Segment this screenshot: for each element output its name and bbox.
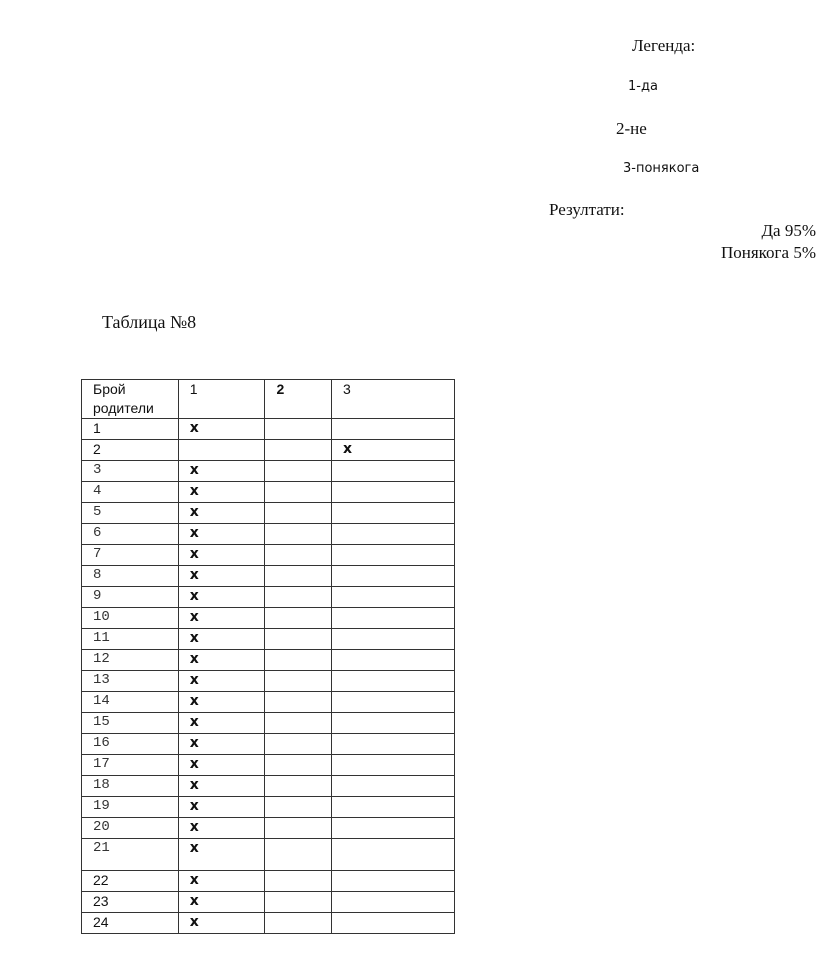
row-number-cell: 3	[82, 461, 179, 482]
survey-table	[81, 379, 455, 934]
answer-cell	[331, 629, 454, 650]
answer-cell: x	[178, 482, 265, 503]
row-number-cell: 8	[82, 566, 179, 587]
answer-cell: x	[178, 461, 265, 482]
answer-cell	[331, 713, 454, 734]
answer-cell	[331, 503, 454, 524]
table-row	[82, 587, 455, 608]
answer-cell	[331, 566, 454, 587]
row-number-cell: 11	[82, 629, 179, 650]
answer-cell: x	[178, 419, 265, 440]
answer-cell: x	[178, 524, 265, 545]
table-row	[82, 566, 455, 587]
answer-cell	[265, 608, 332, 629]
table-row	[82, 734, 455, 755]
row-number-cell: 17	[82, 755, 179, 776]
answer-cell	[265, 818, 332, 839]
answer-cell: x	[178, 839, 265, 871]
answer-cell	[331, 892, 454, 913]
table-row	[82, 461, 455, 482]
table-row	[82, 545, 455, 566]
answer-cell: x	[178, 692, 265, 713]
answer-cell	[331, 524, 454, 545]
table-row	[82, 892, 455, 913]
table-row	[82, 482, 455, 503]
answer-cell: x	[178, 629, 265, 650]
row-number-cell: 21	[82, 839, 179, 871]
row-number-cell: 22	[82, 871, 179, 892]
answer-cell	[331, 839, 454, 871]
answer-cell	[265, 419, 332, 440]
table-title: Таблица №8	[102, 312, 197, 332]
answer-cell	[265, 629, 332, 650]
answer-cell	[265, 440, 332, 461]
table-row	[82, 797, 455, 818]
answer-cell	[331, 461, 454, 482]
answer-cell	[265, 839, 332, 871]
table-row	[82, 713, 455, 734]
answer-cell	[331, 482, 454, 503]
table-row	[82, 503, 455, 524]
answer-cell	[331, 650, 454, 671]
table-row	[82, 419, 455, 440]
answer-cell	[331, 545, 454, 566]
row-number-cell: 12	[82, 650, 179, 671]
table-row	[82, 871, 455, 892]
table-row	[82, 671, 455, 692]
answer-cell	[331, 671, 454, 692]
answer-cell	[331, 913, 454, 934]
table-row	[82, 818, 455, 839]
answer-cell	[331, 692, 454, 713]
table-row	[82, 440, 455, 461]
answer-cell	[265, 755, 332, 776]
row-number-cell: 20	[82, 818, 179, 839]
answer-cell: x	[178, 587, 265, 608]
answer-cell: x	[178, 892, 265, 913]
table-row	[82, 629, 455, 650]
answer-cell	[265, 713, 332, 734]
answer-cell	[265, 671, 332, 692]
answer-cell: x	[178, 797, 265, 818]
answer-cell: x	[178, 713, 265, 734]
table-row	[82, 839, 455, 871]
column-header: 2	[265, 380, 332, 419]
answer-cell	[265, 566, 332, 587]
answer-cell: x	[178, 776, 265, 797]
table-row	[82, 913, 455, 934]
answer-cell	[265, 692, 332, 713]
answer-cell: x	[178, 818, 265, 839]
column-header: Брой родители	[82, 380, 179, 419]
answer-cell	[331, 608, 454, 629]
answer-cell: x	[178, 503, 265, 524]
answer-cell	[265, 650, 332, 671]
answer-cell	[265, 776, 332, 797]
answer-cell: x	[178, 871, 265, 892]
table-row	[82, 692, 455, 713]
result-item: Понякога 5%	[720, 243, 816, 262]
row-number-cell: 18	[82, 776, 179, 797]
result-item: Да 95%	[761, 221, 816, 240]
results-title: Резултати:	[549, 200, 625, 219]
answer-cell: x	[178, 755, 265, 776]
row-number-cell: 13	[82, 671, 179, 692]
column-header: 3	[331, 380, 454, 419]
answer-cell: x	[178, 650, 265, 671]
answer-cell: x	[178, 545, 265, 566]
answer-cell	[265, 524, 332, 545]
column-header: 1	[178, 380, 265, 419]
answer-cell	[265, 797, 332, 818]
row-number-cell: 1	[82, 419, 179, 440]
table-row	[82, 755, 455, 776]
row-number-cell: 4	[82, 482, 179, 503]
table-row	[82, 776, 455, 797]
row-number-cell: 2	[82, 440, 179, 461]
answer-cell	[265, 461, 332, 482]
answer-cell	[265, 734, 332, 755]
answer-cell: x	[331, 440, 454, 461]
row-number-cell: 24	[82, 913, 179, 934]
table-row	[82, 524, 455, 545]
answer-cell	[331, 755, 454, 776]
row-number-cell: 14	[82, 692, 179, 713]
answer-cell	[331, 871, 454, 892]
table-header-row	[82, 380, 455, 419]
legend-title: Легенда:	[632, 36, 696, 55]
answer-cell	[265, 482, 332, 503]
answer-cell	[331, 776, 454, 797]
answer-cell	[265, 913, 332, 934]
row-number-cell: 23	[82, 892, 179, 913]
answer-cell	[178, 440, 265, 461]
row-number-cell: 6	[82, 524, 179, 545]
answer-cell	[265, 892, 332, 913]
answer-cell	[265, 871, 332, 892]
answer-cell: x	[178, 608, 265, 629]
row-number-cell: 19	[82, 797, 179, 818]
answer-cell	[265, 503, 332, 524]
legend-item: 2-не	[616, 119, 647, 138]
row-number-cell: 5	[82, 503, 179, 524]
answer-cell: x	[178, 734, 265, 755]
row-number-cell: 15	[82, 713, 179, 734]
table-row	[82, 650, 455, 671]
legend-item: 3-понякога	[623, 161, 700, 176]
row-number-cell: 16	[82, 734, 179, 755]
answer-cell	[331, 734, 454, 755]
answer-cell	[331, 419, 454, 440]
answer-cell	[331, 587, 454, 608]
answer-cell	[331, 797, 454, 818]
answer-cell: x	[178, 566, 265, 587]
table-row	[82, 608, 455, 629]
answer-cell: x	[178, 913, 265, 934]
row-number-cell: 9	[82, 587, 179, 608]
legend-item: 1-да	[628, 79, 658, 94]
answer-cell: x	[178, 671, 265, 692]
row-number-cell: 10	[82, 608, 179, 629]
answer-cell	[265, 587, 332, 608]
answer-cell	[265, 545, 332, 566]
row-number-cell: 7	[82, 545, 179, 566]
answer-cell	[331, 818, 454, 839]
